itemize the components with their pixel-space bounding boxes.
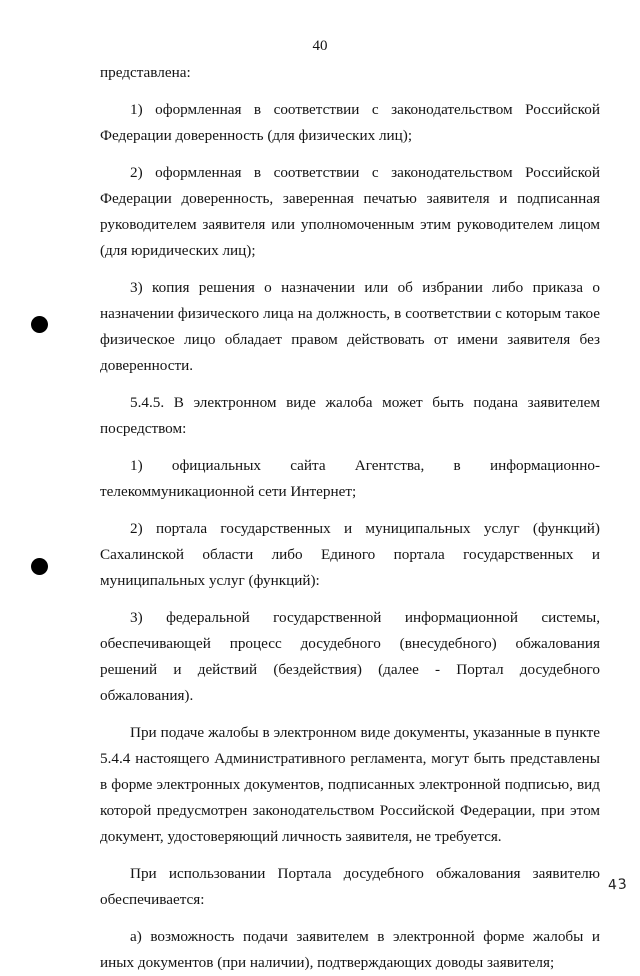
paragraph: 3) копия решения о назначении или об избрании либо приказа о назначении физического лица на должность, в соответствии с которым такое физическое лицо обладает правом действовать от имени заявителя без доверенности. (100, 279, 600, 374)
paragraph: 1) официальных сайта Агентства, в информационно- (130, 457, 600, 474)
binding-hole (31, 558, 48, 575)
paragraph: 5.4.5. В электронном виде жалоба может быть подана заявителем посредством: (100, 394, 600, 437)
page-number: 40 (312, 38, 328, 54)
paragraph-continuation: телекоммуникационной сети Интернет; (100, 483, 357, 500)
paragraph: 2) оформленная в соответствии с законодательством Российской Федерации доверенность, заверенная печатью заявителя и подписанная руководителем заявителя или уполномоченным этим руководителем лицом (для юридических лиц); (100, 164, 600, 259)
paragraph: 3) федеральной государственной информационной системы, обеспечивающей процесс досудебного (внесудебного) обжалования решений и действий (бездействия) (далее - Портал досудебного обжалования). (100, 609, 600, 704)
document-body (100, 60, 600, 976)
paragraph: При использовании Портала досудебного обжалования заявителю обеспечивается: (100, 865, 600, 908)
paragraph: 1) оформленная в соответствии с законодательством Российской Федерации доверенность (для физических лиц); (100, 101, 600, 144)
paragraph: а) возможность подачи заявителем в электронной форме жалобы и иных документов (при наличии), подтверждающих доводы заявителя; (100, 928, 600, 971)
paragraph: При подаче жалобы в электронном виде документы, указанные в пункте 5.4.4 настоящего Административного регламента, могут быть представлены в форме электронных документов, подписанных электронной подписью, вид которой предусмотрен законодательством Российской Федерации, при этом документ, удостоверяющий личность заявителя, не требуется. (100, 724, 600, 845)
binding-hole (31, 316, 48, 333)
paragraph: представлена: (100, 64, 191, 81)
handwritten-page-number: 43 (607, 876, 629, 894)
paragraph: 2) портала государственных и муниципальных услуг (функций) Сахалинской области либо Единого портала государственных и муниципальных услуг (функций): (100, 520, 600, 589)
